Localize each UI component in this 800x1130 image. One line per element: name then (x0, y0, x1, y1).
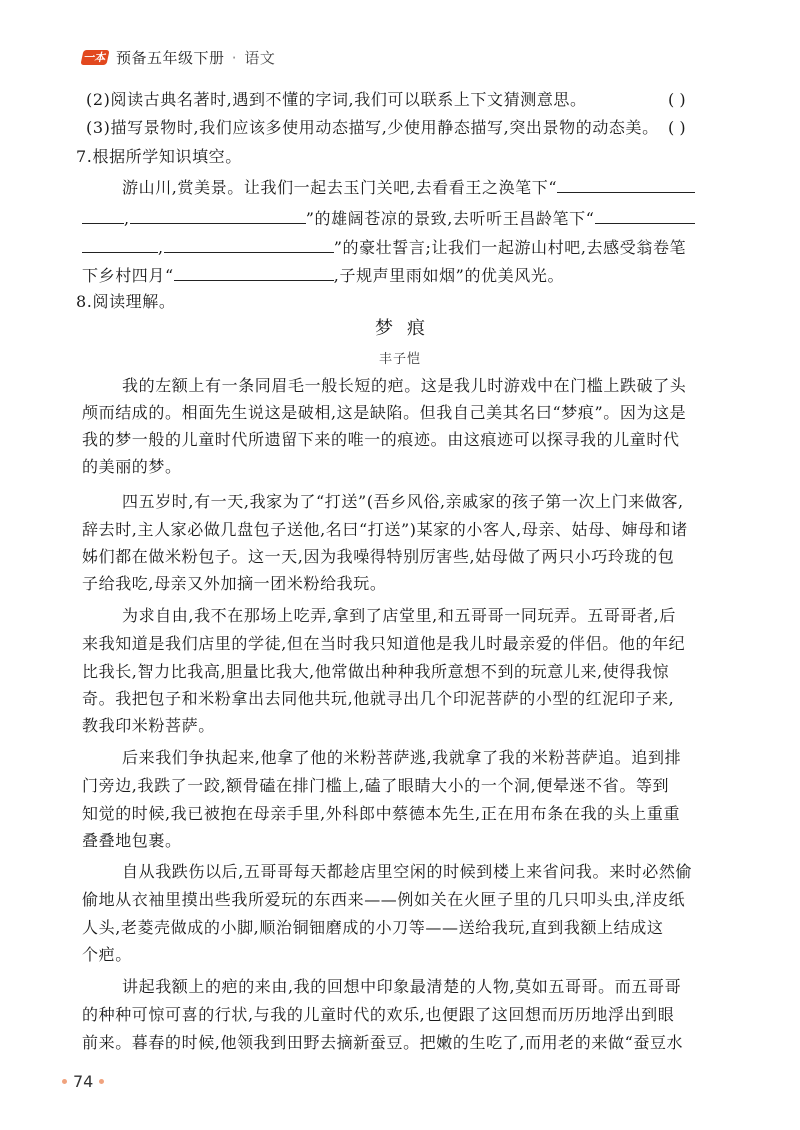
page-footer (62, 1072, 104, 1091)
article-line: 后来我们争执起来,他拿了他的米粉菩萨逃,我就拿了我的米粉菩萨追。追到排 (122, 748, 682, 767)
article-line: 子给我吃,母亲又外加摘一团米粉给我玩。 (82, 574, 387, 593)
book-title (116, 47, 275, 68)
article-line: 偷地从衣袖里摸出些我所爱玩的东西来——例如关在火匣子里的几只叩头虫,洋皮纸 (82, 890, 686, 909)
article-line: 叠叠地包裹。 (82, 831, 182, 850)
fill-line-1 (122, 176, 695, 200)
fill-line-4 (82, 264, 564, 288)
article-line: 前来。暮春的时候,他领我到田野去摘新蚕豆。把嫩的生吃了,而用老的来做“蚕豆水 (82, 1033, 684, 1052)
article-line: 来我知道是我们店里的学徒,但在当时我只知道他是我儿时最亲爱的伴侣。他的年纪 (82, 634, 686, 653)
article-author: 丰子恺 (378, 352, 421, 367)
article-line: 的种种可惊可喜的行状,与我的儿童时代的欢乐,也便跟了这回想而历历地浮出到眼 (82, 1005, 675, 1024)
question-7-heading: 7.根据所学知识填空。 (76, 147, 242, 166)
answer-blank-3[interactable] (595, 208, 695, 224)
answer-blank-2[interactable] (130, 208, 306, 224)
page-number: 74 (73, 1072, 94, 1091)
article-line: 教我印米粉菩萨。 (82, 716, 215, 735)
question-3: (3)描写景物时,我们应该多使用动态描写,少使用静态描写,突出景物的动态美。 (86, 118, 659, 137)
article-line: 我的梦一般的儿童时代所遗留下来的唯一的痕迹。由这痕迹可以探寻我的儿童时代 (82, 430, 680, 449)
fill-text-3b: ”的豪壮誓言;让我们一起游山村吧,去感受翁卷笔 (333, 238, 687, 257)
answer-blank-4[interactable] (164, 237, 334, 253)
article-line: 姊们都在做米粉包子。这一天,因为我噪得特别厉害些,姑母做了两只小巧玲珑的包 (82, 547, 675, 566)
answer-bracket-2[interactable]: ( ) (668, 90, 686, 109)
page-header (82, 44, 275, 70)
question-8-heading: 8.阅读理解。 (76, 292, 176, 311)
title-separator: · (231, 48, 238, 67)
question-2: (2)阅读古典名著时,遇到不懂的字词,我们可以联系上下文猜测意思。 (86, 90, 587, 109)
brand-logo: 一本 (80, 50, 109, 65)
article-line: 讲起我额上的疤的来由,我的回想中印象最清楚的人物,莫如五哥哥。而五哥哥 (122, 977, 682, 996)
article-line: 比我长,智力比我高,胆量比我大,他常做出种种我所意想不到的玩意儿来,使得我惊 (82, 662, 670, 681)
article-line: 为求自由,我不在那场上吃弄,拿到了店堂里,和五哥哥一同玩弄。五哥哥者,后 (122, 606, 676, 625)
fill-text-3a: , (158, 238, 164, 257)
article-line: 颅而结成的。相面先生说这是破相,这是缺陷。但我自己美其名曰“梦痕”。因为这是 (82, 403, 687, 422)
answer-blank-1[interactable] (557, 177, 695, 193)
article-title: 梦痕 (375, 318, 439, 339)
footer-dot-icon (99, 1079, 104, 1084)
answer-blank-3-cont[interactable] (82, 237, 158, 253)
answer-blank-1-cont[interactable] (82, 208, 124, 224)
article-line: 辞去时,主人家必做几盘包子送他,名曰“打送”)某家的小客人,母亲、姑母、婶母和诸 (82, 520, 688, 539)
fill-text-2b: ”的雄阔苍凉的景致,去听听王昌龄笔下“ (305, 209, 595, 228)
subject-label: 语文 (244, 48, 276, 67)
fill-text-4b: ,子规声里雨如烟”的优美风光。 (333, 266, 565, 285)
article-line: 知觉的时候,我已被抱在母亲手里,外科郎中蔡德本先生,正在用布条在我的头上重重 (82, 804, 681, 823)
fill-line-2 (82, 207, 695, 231)
article-line: 自从我跌伤以后,五哥哥每天都趁店里空闲的时候到楼上来省问我。来时必然偷 (122, 862, 693, 881)
fill-text-2a: , (124, 209, 130, 228)
fill-text-1: 游山川,赏美景。让我们一起去玉门关吧,去看看王之涣笔下“ (122, 178, 558, 197)
article-line: 门旁边,我跌了一跤,额骨磕在排门槛上,磕了眼睛大小的一个洞,便晕迷不省。等到 (82, 776, 670, 795)
article-line: 我的左额上有一条同眉毛一般长短的疤。这是我儿时游戏中在门槛上跌破了头 (122, 376, 687, 395)
answer-blank-5[interactable] (174, 265, 334, 281)
fill-line-3 (82, 236, 686, 260)
answer-bracket-3[interactable]: ( ) (668, 118, 686, 137)
book-title-text: 预备五年级下册 (116, 48, 225, 67)
fill-text-4a: 下乡村四月“ (82, 266, 174, 285)
article-line: 的美丽的梦。 (82, 457, 182, 476)
article-line: 个疤。 (82, 945, 132, 964)
article-line: 四五岁时,有一天,我家为了“打送”(吾乡风俗,亲戚家的孩子第一次上门来做客, (122, 492, 684, 511)
footer-dot-icon (62, 1079, 67, 1084)
article-line: 奇。我把包子和米粉拿出去同他共玩,他就寻出几个印泥菩萨的小型的红泥印子来, (82, 689, 675, 708)
article-line: 人头,老菱壳做成的小脚,顺治铜钿磨成的小刀等——送给我玩,直到我额上结成这 (82, 918, 664, 937)
